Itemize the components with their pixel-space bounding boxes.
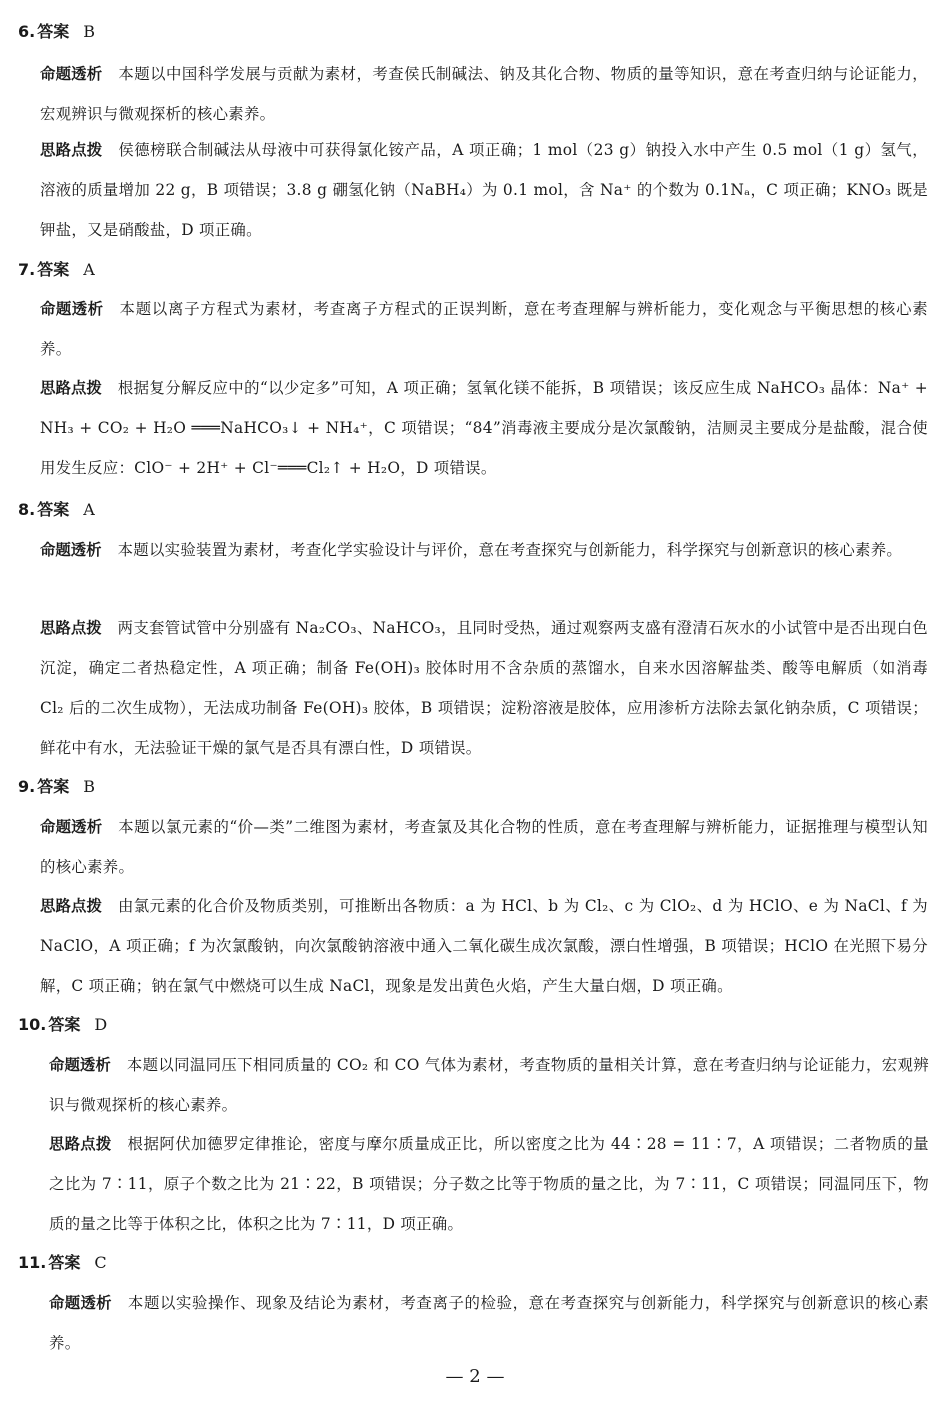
question-number: 11. <box>18 1253 47 1272</box>
answer-label: 答案 <box>37 777 70 796</box>
hint-label: 思路点拨 <box>40 379 102 397</box>
answer-value: D <box>94 1015 108 1034</box>
answer-label: 答案 <box>37 22 70 41</box>
hint-label: 思路点拨 <box>49 1135 112 1153</box>
analysis-paragraph <box>40 54 928 134</box>
question-number: 6. <box>18 22 36 41</box>
answer-line <box>18 777 95 797</box>
answer-line <box>18 22 95 42</box>
hint-text: 侯德榜联合制碱法从母液中可获得氯化铵产品，A 项正确；1 mol（23 g）钠投入水中产生 0.5 mol（1 g）氢气，溶液的质量增加 22 g，B 项错误；3.8 g 硼氢化钠（NaBH₄）为 0.1 mol，含 Na⁺ 的个数为 0.1Nₐ，C 项正确；KNO₃ 既是钾盐，又是硝酸盐，D 项正确。 <box>40 141 928 239</box>
analysis-text: 本题以实验装置为素材，考查化学实验设计与评价，意在考查探究与创新能力，科学探究与创新意识的核心素养。 <box>117 541 903 559</box>
analysis-label: 命题透析 <box>49 1294 112 1312</box>
analysis-text: 本题以实验操作、现象及结论为素材，考查离子的检验，意在考查探究与创新能力，科学探究与创新意识的核心素养。 <box>49 1294 929 1352</box>
page-number: — 2 — <box>445 1366 505 1387</box>
answer-label: 答案 <box>37 260 70 279</box>
hint-paragraph <box>40 608 928 768</box>
answer-line <box>18 1015 107 1035</box>
analysis-text: 本题以离子方程式为素材，考查离子方程式的正误判断，意在考查理解与辨析能力，变化观念与平衡思想的核心素养。 <box>40 300 928 358</box>
question-number: 7. <box>18 260 36 279</box>
analysis-paragraph <box>49 1283 929 1363</box>
question-number: 8. <box>18 500 36 519</box>
hint-text: 根据阿伏加德罗定律推论，密度与摩尔质量成正比，所以密度之比为 44∶28 = 11∶7，A 项错误；二者物质的量之比为 7∶11，原子个数之比为 21∶22，B 项错误；分子数之比等于物质的量之比，为 7∶11，C 项错误；同温同压下，物质的量之比等于体积之比，体积之比为 7∶11，D 项正确。 <box>49 1135 929 1233</box>
analysis-paragraph <box>40 807 928 887</box>
answer-value: B <box>83 777 95 796</box>
answer-line <box>18 500 95 520</box>
answer-line <box>18 260 95 280</box>
analysis-paragraph <box>40 530 928 570</box>
hint-label: 思路点拨 <box>40 897 102 915</box>
analysis-label: 命题透析 <box>49 1056 111 1074</box>
analysis-label: 命题透析 <box>40 541 102 559</box>
hint-label: 思路点拨 <box>40 141 103 159</box>
hint-paragraph <box>40 368 928 488</box>
analysis-paragraph <box>49 1045 929 1125</box>
hint-paragraph <box>49 1124 929 1244</box>
analysis-label: 命题透析 <box>40 818 103 836</box>
hint-paragraph <box>40 130 928 250</box>
answer-value: C <box>94 1253 107 1272</box>
hint-paragraph <box>40 886 928 1006</box>
analysis-text: 本题以氯元素的“价—类”二维图为素材，考查氯及其化合物的性质，意在考查理解与辨析能力，证据推理与模型认知的核心素养。 <box>40 818 928 876</box>
answer-value: B <box>83 22 95 41</box>
question-number: 10. <box>18 1015 47 1034</box>
answer-value: A <box>83 260 95 279</box>
answer-label: 答案 <box>37 500 70 519</box>
hint-label: 思路点拨 <box>40 619 102 637</box>
answer-label: 答案 <box>48 1015 81 1034</box>
hint-text: 由氯元素的化合价及物质类别，可推断出各物质：a 为 HCl、b 为 Cl₂、c 为 ClO₂、d 为 HClO、e 为 NaCl、f 为 NaClO，A 项正确；f 为次氯酸钠，向次氯酸钠溶液中通入二氧化碳生成次氯酸，漂白性增强，B 项错误；HClO 在光照下易分解，C 项正确；钠在氯气中燃烧可以生成 NaCl，现象是发出黄色火焰，产生大量白烟，D 项正确。 <box>40 897 928 995</box>
answer-label: 答案 <box>48 1253 81 1272</box>
analysis-text: 本题以中国科学发展与贡献为素材，考查侯氏制碱法、钠及其化合物、物质的量等知识，意在考查归纳与论证能力，宏观辨识与微观探析的核心素养。 <box>40 65 928 123</box>
question-number: 9. <box>18 777 36 796</box>
analysis-text: 本题以同温同压下相同质量的 CO₂ 和 CO 气体为素材，考查物质的量相关计算，意在考查归纳与论证能力，宏观辨识与微观探析的核心素养。 <box>49 1056 929 1114</box>
answer-value: A <box>83 500 95 519</box>
analysis-label: 命题透析 <box>40 300 104 318</box>
analysis-label: 命题透析 <box>40 65 103 83</box>
analysis-paragraph <box>40 289 928 369</box>
hint-text: 根据复分解反应中的“以少定多”可知，A 项正确；氢氧化镁不能拆，B 项错误；该反应生成 NaHCO₃ 晶体：Na⁺ + NH₃ + CO₂ + H₂O ═══NaHCO₃↓ + NH₄⁺，C 项错误；“84”消毒液主要成分是次氯酸钠，洁厕灵主要成分是盐酸，混合使用发生反应：ClO⁻ + 2H⁺ + Cl⁻═══Cl₂↑ + H₂O，D 项错误。 <box>40 379 928 477</box>
hint-text: 两支套管试管中分别盛有 Na₂CO₃、NaHCO₃，且同时受热，通过观察两支盛有澄清石灰水的小试管中是否出现白色沉淀，确定二者热稳定性，A 项正确；制备 Fe(OH)₃ 胶体时用不含杂质的蒸馏水，自来水因溶解盐类、酸等电解质（如消毒 Cl₂ 后的二次生成物），无法成功制备 Fe(OH)₃ 胶体，B 项错误；淀粉溶液是胶体，应用渗析方法除去氯化钠杂质，C 项错误；鲜花中有水，无法验证干燥的氯气是否具有漂白性，D 项错误。 <box>40 619 928 757</box>
answer-line <box>18 1253 107 1273</box>
